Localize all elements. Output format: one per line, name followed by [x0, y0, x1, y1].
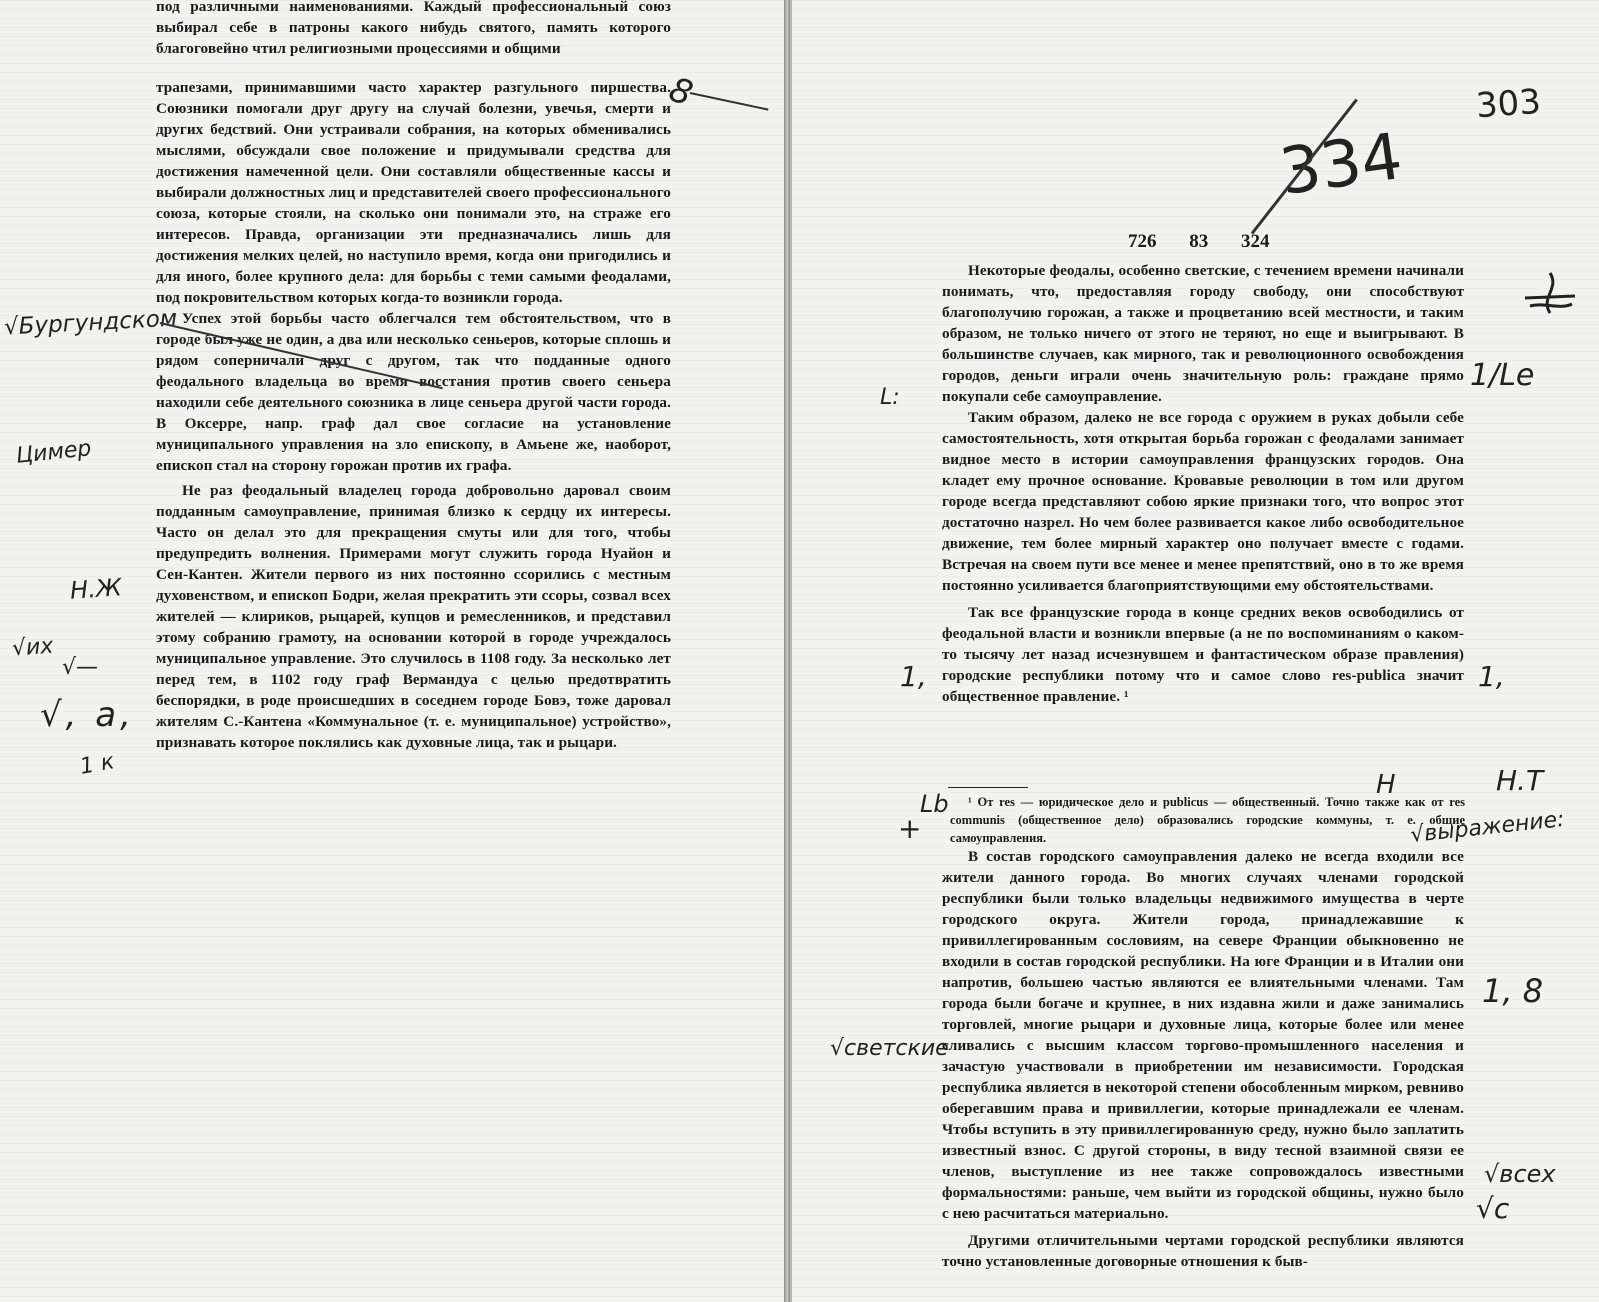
margin-note: √выражение:	[1409, 806, 1566, 849]
pen-stroke	[690, 92, 769, 111]
footnote	[950, 793, 1465, 847]
margin-note: 1,	[900, 660, 927, 693]
paragraph: Некоторые феодалы, особенно светские, с течением времени начинали понимать, что, предоставляя городу свободу, они способствуют благополучию горожан, а также и процветанию всей местности, и таким образом, не только ничего от этого не теряют, но еще и выигрывают. В большинстве случаев, как мирного, так и революционного освобождения городов, деньги играли очень значительную роль: граждане прямо покупали себе самоуправление.	[942, 262, 1464, 405]
margin-note: √—	[62, 655, 99, 680]
margin-note: √Бургундском	[3, 305, 178, 341]
paragraph: Другими отличительными чертами городской республики являются точно установленные договорные отношения к быв-	[942, 1232, 1464, 1270]
margin-note: Н	[1376, 770, 1396, 800]
margin-note: 1, 8	[1482, 972, 1544, 1010]
margin-note: √их	[11, 633, 55, 662]
footnote-text: ¹ От res — юридическое дело и publicus — общественный. Точно также как от res communis (общественное дело) образовались городские коммуны, т. е. общие самоуправления.	[950, 795, 1465, 845]
margin-note: √с	[1476, 1192, 1510, 1225]
paragraph: Таким образом, далеко не все города с оружием в руках добыли себе самостоятельность, хотя открытая борьба горожан с феодалами занимает видное место в истории самоуправления французских городов. Она кладет ему прочное основание. Кровавые революции в том или другом городе всегда представляют собою яркие признаки того, что вопрос этот достаточно назрел. Но чем более развивается какое либо освободительное движение, тем более мирный характер оно получает вместе с годами. Встречая на своем пути все менее и менее препятствий, оно в то же время постоянно усиливается благоприятствующими ему обстоятельствами.	[942, 409, 1464, 594]
folio-number: 303	[1474, 81, 1543, 127]
page-numbers: 726 83 324	[1128, 231, 1270, 252]
footnote-rule	[948, 787, 1028, 788]
margin-note: Цимер	[14, 436, 93, 469]
margin-note: Н.Ж	[69, 573, 123, 605]
text-line: под различными наименованиями. Каждый профессиональный союз выбирал себе в патроны какого нибудь святого, память которого благоговейно чтил религиозными процессиями и общими	[156, 0, 671, 57]
margin-note: 8	[663, 69, 698, 115]
margin-note: Lb	[920, 790, 949, 818]
left-top-text	[156, 0, 671, 59]
margin-note: 1 к	[78, 749, 117, 780]
folio-number: 334	[1275, 119, 1407, 211]
margin-note: L:	[880, 385, 900, 410]
paragraph: В состав городского самоуправления далеко не всегда входили все жители данного города. Во многих случаях членами городской республики были только владельцы недвижимого имущества в черте городского округа. Жители города, принадлежавшие к привиллегированным сословиям, на севере Франции обыкновенно не входили в состав городской республики. На юге Франции и в Италии они напротив, большею частью являются ее влиятельными членами. Там города были богаче и крупнее, в них издавна жили и даже занимались торговлей, многие рыцари и духовные лица, которые более или менее сливались с высшим классом торгово-промышленного населения и зачастую участвовали в приобретении им независимости. Городская республика является в некоторой степени обособленным мирком, ревниво оберегавшим права и привиллегии, которые принадлежали ее членам. Чтобы вступить в эту привиллегированную среду, нужно было заплатить известный взнос. С другой стороны, в виду тесной взаимной связи ее членов, выступление из нее также сопровождалось известными формальностями: раньше, чем выйти из городской общины, нужно было с нею расчитаться материально.	[942, 848, 1464, 1222]
paragraph: Так все французские города в конце средних веков освободились от феодальной власти и возникли впервые (а не по воспоминаниям о каком-то тысячу лет назад исчезнувшем и фантастическом образе правления) городские республики потому что и самое слово res-publica значит общественное правление. ¹	[942, 604, 1464, 705]
right-column-continued	[942, 846, 1464, 1272]
paragraph: трапезами, принимавшими часто характер разгульного пиршества. Союзники помогали друг другу на случай болезни, увечья, смерти и других бедствий. Они устраивали собрания, на которых обменивались мыслями, обсуждали свое положение и придумывали средства для достижения намеченной цели. Они составляли общественные кассы и выбирали должностных лиц и представителей своего профессионального союза, которые стояли, на сколько они понимали это, на страже его интересов. Правда, организации эти предназначались лишь для достижения мелких целей, но наступило время, когда они пригодились и для иного, более крупного дела: для борьбы с теми самыми феодалами, под покровительством которых когда-то возникли города.	[156, 79, 671, 306]
paragraph: Успех этой борьбы часто облегчался тем обстоятельством, что в городе был уже не один, а два или несколько сеньеров, которые сплошь и рядом соперничали друг с другом, так что подданные одного феодального владельца во время восстания против своего сеньера находили себе деятельного союзника в лице сеньера другой части города. В Оксерре, напр. граф дал свое согласие на установление муниципального управления на зло епископу, в Амьене же, наоборот, епископ стал на сторону горожан против их графа.	[156, 310, 671, 474]
margin-note: 1/Le	[1470, 358, 1535, 393]
margin-note: √всех	[1484, 1160, 1556, 1188]
margin-note: √, а,	[40, 695, 135, 735]
margin-note: Н.Т	[1496, 764, 1544, 797]
margin-note: 1,	[1478, 660, 1505, 693]
left-page	[0, 0, 786, 1302]
right-column	[942, 260, 1464, 707]
left-column	[156, 77, 671, 753]
margin-note: +	[898, 812, 922, 845]
margin-note: √светские	[830, 1036, 949, 1061]
paragraph: Не раз феодальный владелец города добровольно даровал своим подданным самоуправление, принимая близко к сердцу их интересы. Часто он делал это для прекращения смуты или для того, чтобы предупредить волнения. Примерами могут служить города Нуайон и Сен-Кантен. Жители первого из них постоянно ссорились с местным духовенством, и епископ Бодри, желая прекратить эти ссоры, созвал всех жителей — клириков, рыцарей, купцов и ремесленников, и представил этому собранию грамоту, на основании которой в городе учреждалось муниципальное управление. Это случилось в 1108 году. За несколько лет перед тем, в 1102 году граф Вермандуа с целью предотвратить беспорядки, в роде происшедших в соседнем городе Бовэ, тоже даровал жителям С.-Кантена «Коммунальное (т. е. муниципальное) устройство», признавать которое поклялись как духовные лица, так и рыцари.	[156, 482, 671, 751]
scribble-icon	[1520, 268, 1580, 328]
